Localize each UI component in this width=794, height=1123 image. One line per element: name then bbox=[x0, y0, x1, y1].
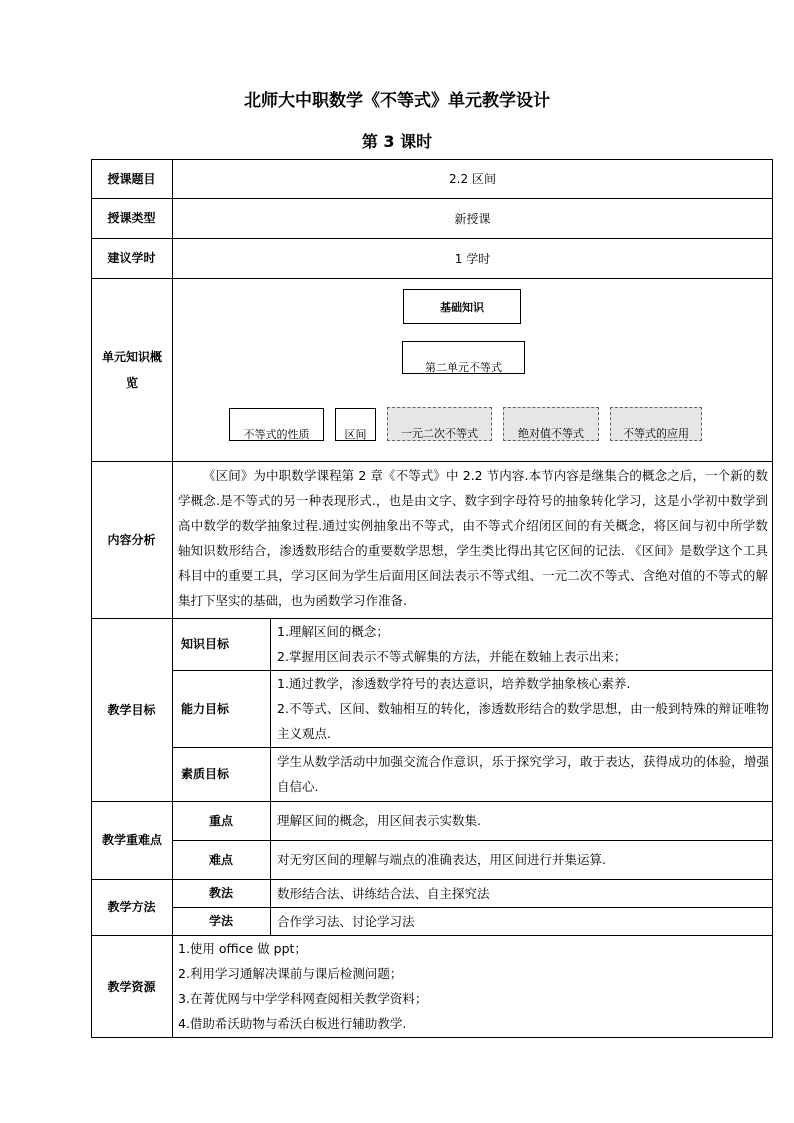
knowledge-goal-list bbox=[277, 619, 769, 669]
difficulty-text: 对无穷区间的理解与端点的准确表达，用区间进行并集运算. bbox=[277, 852, 606, 867]
overview-label: 单元知识概览 bbox=[102, 349, 163, 390]
type-value: 新授课 bbox=[454, 211, 491, 226]
hours-value: 1 学时 bbox=[454, 251, 491, 266]
quality-goal-label: 素质目标 bbox=[181, 767, 230, 781]
difficulty-label: 难点 bbox=[208, 852, 233, 867]
resources-list bbox=[178, 936, 768, 1036]
resource-item: 3.在菁优网与中学学科网查阅相关教学资料； bbox=[178, 991, 428, 1006]
knowledge-goal-label: 知识目标 bbox=[181, 637, 230, 651]
knowledge-goal-item: 2.掌握用区间表示不等式解集的方法，并能在数轴上表示出来； bbox=[277, 649, 627, 664]
column-divider bbox=[270, 618, 271, 801]
resource-item: 4.借助希沃助物与希沃白板进行辅助教学. bbox=[178, 1016, 407, 1031]
analysis-label: 内容分析 bbox=[107, 532, 156, 547]
type-label: 授课类型 bbox=[107, 211, 156, 225]
lesson-number: 第 3 课时 bbox=[361, 132, 433, 151]
analysis-text: 《区间》为中职数学课程第 2 章《不等式》中 2.2 节内容.本节内容是继集合的概念之后，一个新的数学概念.是不等式的另一种表现形式.，也是由文字、数字到字母符号的抽象转化学习，这是小学初中数学到高中数学的数学抽象过程.通过实例抽象出不等式，由不等式介绍闭区间的有关概念，将区间与初中所学数轴知识数形结合，渗透数形结合的重要数学思想，学生类比得出其它区间的记法. 《区间》是数学这个工具科目中的重要工具，学习区间为学生后面用区间法表示不等式组、一元二次不等式、含绝对值的不等式的解集打下坚实的基础，也为函数学习作准备. bbox=[178, 468, 768, 608]
methods-label: 教学方法 bbox=[107, 900, 156, 914]
resources-label: 教学资源 bbox=[107, 979, 156, 994]
topic-value: 2.2 区间 bbox=[449, 172, 496, 186]
ability-goal-list bbox=[277, 671, 769, 746]
goals-label: 教学目标 bbox=[107, 702, 156, 717]
quality-goal-text: 学生从数学活动中加强交流合作意识，乐于探究学习，敢于表达，获得成功的体验，增强自信心. bbox=[277, 754, 769, 794]
hours-label: 建议学时 bbox=[107, 251, 156, 265]
row-divider bbox=[91, 461, 773, 462]
ability-goal-item: 1.通过教学，渗透数学符号的表达意识，培养数学抽象核心素养. bbox=[277, 676, 631, 691]
ability-goal-label: 能力目标 bbox=[181, 701, 230, 716]
knowledge-goal-item: 1.理解区间的概念； bbox=[277, 624, 389, 639]
teach-method-label: 教法 bbox=[208, 886, 233, 900]
map-leaf-interval: 区间 bbox=[335, 408, 376, 441]
teach-method-text: 数形结合法、讲练结合法、自主探究法 bbox=[277, 886, 490, 901]
focus-text: 理解区间的概念，用区间表示实数集. bbox=[277, 813, 481, 828]
learn-method-label: 学法 bbox=[208, 914, 233, 928]
resource-item: 1.使用 office 做 ppt； bbox=[178, 941, 307, 956]
map-leaf-quadratic: 一元二次不等式 bbox=[387, 407, 492, 441]
map-leaf-absolute: 绝对值不等式 bbox=[503, 407, 599, 441]
map-unit-node: 第二单元不等式 bbox=[402, 341, 525, 374]
ability-goal-item: 2.不等式、区间、数轴相互的转化，渗透数形结合的数学思想，由一般到特殊的辩证唯物主义观点. bbox=[277, 701, 769, 741]
focus-label: 重点 bbox=[208, 813, 233, 828]
map-root-node: 基础知识 bbox=[403, 289, 521, 324]
learn-method-text: 合作学习法、讨论学习法 bbox=[277, 914, 415, 929]
keypoints-label: 教学重难点 bbox=[102, 833, 163, 847]
row-divider bbox=[91, 278, 773, 279]
resource-item: 2.利用学习通解决课前与课后检测问题； bbox=[178, 966, 403, 981]
map-leaf-application: 不等式的应用 bbox=[610, 407, 702, 441]
map-leaf-properties: 不等式的性质 bbox=[229, 408, 324, 441]
topic-label: 授课题目 bbox=[107, 171, 156, 186]
document-title: 北师大中职数学《不等式》单元教学设计 bbox=[244, 91, 550, 111]
